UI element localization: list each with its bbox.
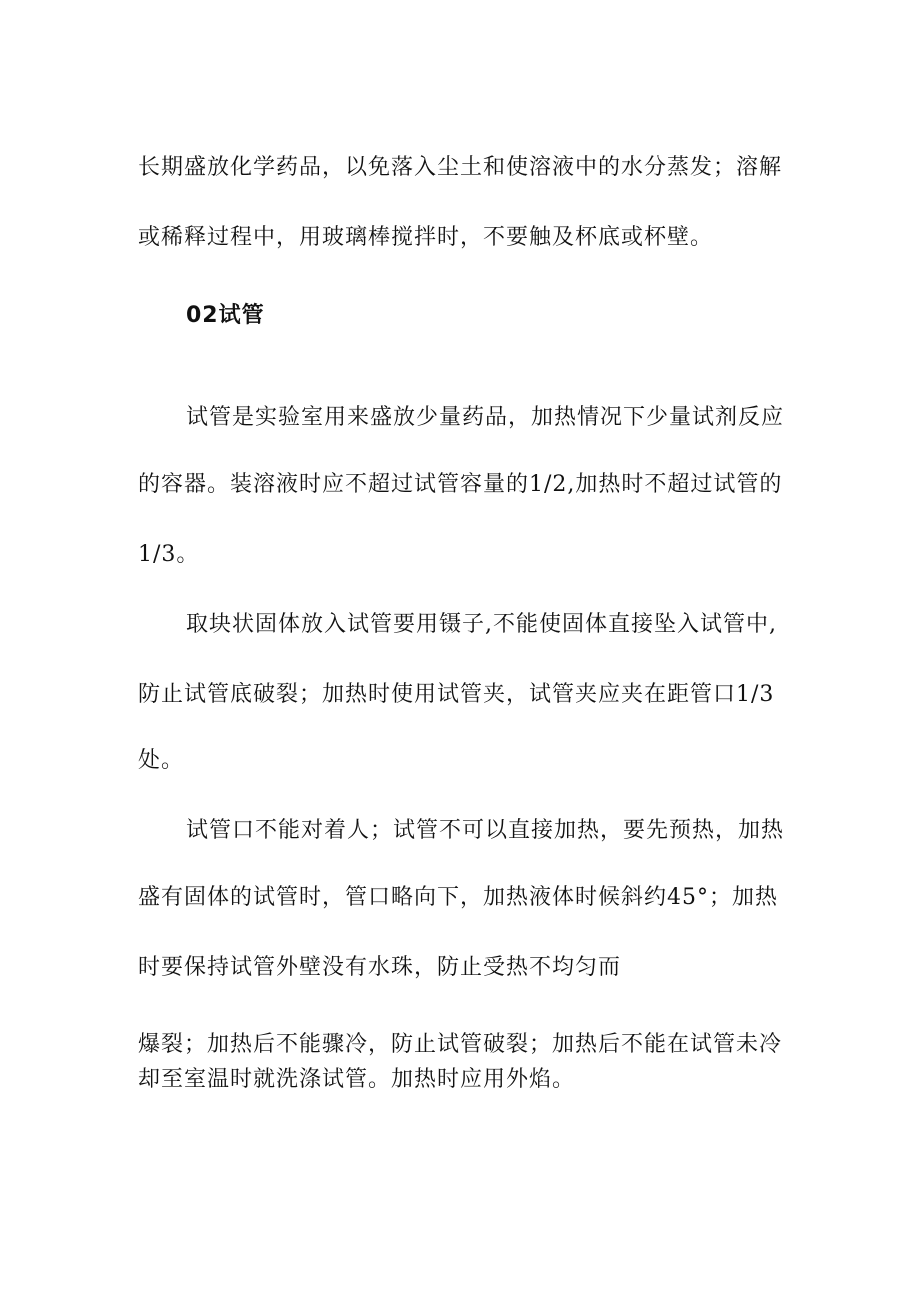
paragraph-3-line-1: 取块状固体放入试管要用镊子,不能使固体直接坠入试管中,	[186, 612, 777, 637]
paragraph-4-line-2: 盛有固体的试管时，管口略向下，加热液体时候斜约45°；加热	[138, 885, 778, 910]
paragraph-1-line-1: 长期盛放化学药品，以免落入尘土和使溶液中的水分蒸发；溶解	[138, 155, 783, 180]
paragraph-3-line-2: 防止试管底破裂；加热时使用试管夹，试管夹应夹在距管口1/3	[138, 682, 775, 707]
paragraph-3-line-3: 处。	[138, 748, 185, 773]
section-heading: 02试管	[186, 303, 265, 328]
paragraph-4-line-4: 爆裂；加热后不能骤冷，防止试管破裂；加热后不能在试管未冷	[138, 1032, 783, 1057]
paragraph-4-line-5: 却至室温时就洗涤试管。加热时应用外焰。	[138, 1067, 576, 1092]
paragraph-4-line-1: 试管口不能对着人；试管不可以直接加热，要先预热，加热	[186, 818, 785, 843]
paragraph-2-line-2: 的容器。装溶液时应不超过试管容量的1/2,加热时不超过试管的	[138, 472, 783, 497]
paragraph-2-line-1: 试管是实验室用来盛放少量药品，加热情况下少量试剂反应	[186, 405, 785, 430]
paragraph-2-line-3: 1/3。	[138, 542, 200, 567]
paragraph-1-line-2: 或稀释过程中，用玻璃棒搅拌时，不要触及杯底或杯壁。	[138, 225, 714, 250]
paragraph-4-line-3: 时要保持试管外壁没有水珠，防止受热不均匀而	[138, 955, 622, 980]
